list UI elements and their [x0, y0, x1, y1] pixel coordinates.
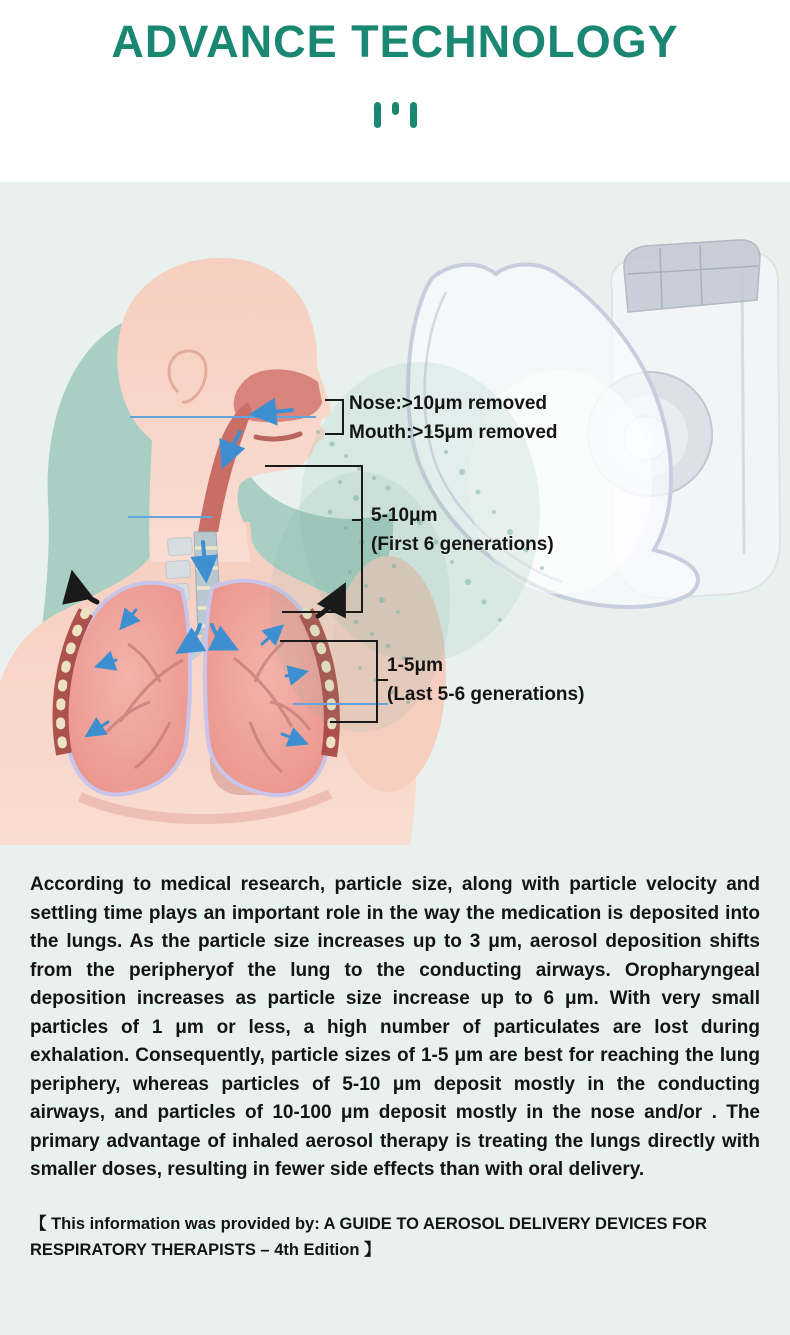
label-nose: Nose:>10μm removed [349, 393, 548, 414]
label-mid-note: (First 6 generations) [371, 534, 554, 555]
label-fine-note: (Last 5-6 generations) [387, 684, 585, 705]
citation-section [0, 1185, 790, 1263]
three-bars-icon [0, 102, 790, 128]
bar-right [410, 102, 417, 128]
body-copy-section [0, 845, 790, 1185]
citation-text: 【 This information was provided by: A GUIDE TO AEROSOL DELIVERY DEVICES FOR RESPIRATORY THERAPISTS – 4th Edition 】 [30, 1214, 707, 1259]
section-header [0, 0, 790, 182]
page-title: ADVANCE TECHNOLOGY [111, 16, 679, 67]
label-fine-size: 1-5μm [387, 655, 443, 676]
body-paragraph: According to medical research, particle size, along with particle velocity and settling time plays an important role in the way the medication is deposited into the lungs. As the particle size increases up to 3 μm, aerosol deposition shifts from the peripheryof the lung to the conducting airways. Oropharyngeal deposition increases as particle size increase up to 6 μm. With very small particles of 1 μm or less, a high number of particulates are lost during exhalation. Consequently, particle sizes of 1-5 μm are best for reaching the lung periphery, whereas particles of 5-10 μm deposit mostly in the conducting airways, and particles of 10-100 μm deposit mostly in the nose and/or . The primary advantage of inhaled aerosol therapy is treating the lungs directly with smaller doses, resulting in fewer side effects than with oral delivery. [30, 874, 760, 1180]
label-nose-mouth [349, 389, 558, 447]
bar-left [374, 102, 381, 128]
label-mid-airways [371, 501, 554, 559]
nebulizer-seam [742, 274, 744, 554]
bar-middle [392, 102, 399, 115]
label-mouth: Mouth:>15μm removed [349, 422, 558, 443]
medication-cup [624, 240, 760, 312]
label-mid-size: 5-10μm [371, 505, 438, 526]
label-deep-lung [387, 651, 584, 709]
respiratory-deposition-diagram [0, 182, 790, 845]
